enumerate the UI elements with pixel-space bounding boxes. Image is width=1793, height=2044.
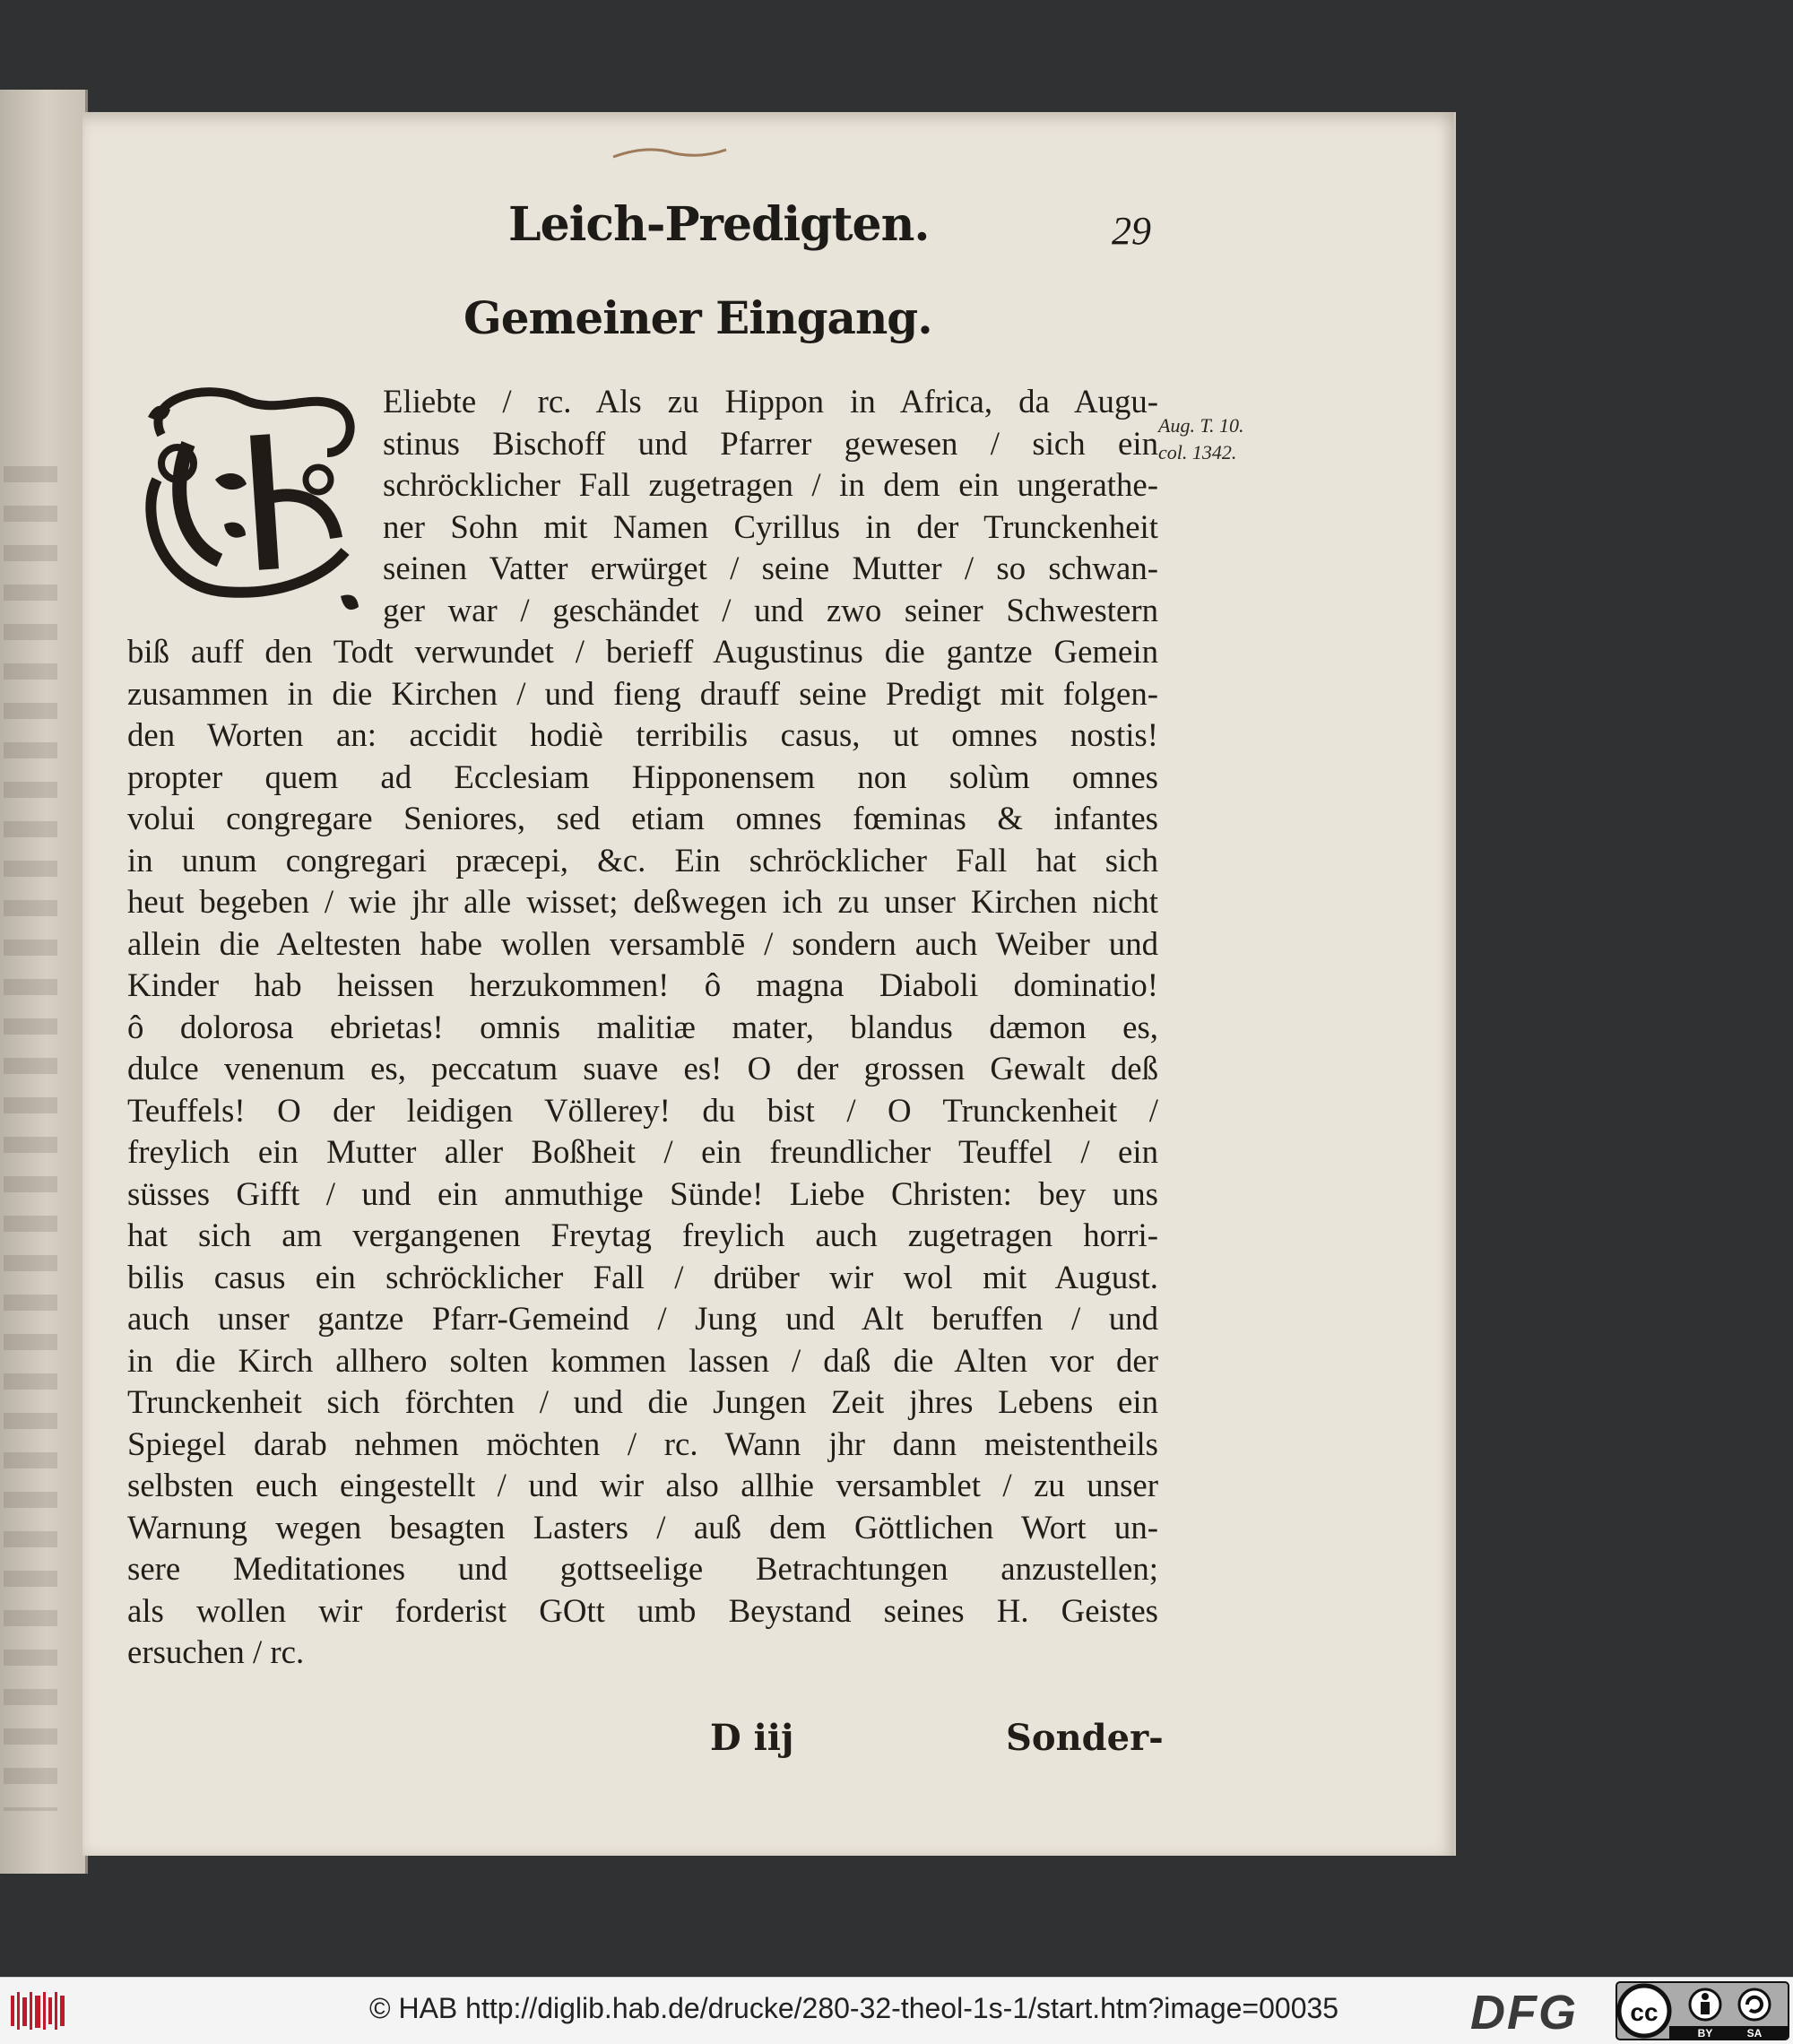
text-line: ô dolorosa ebrietas! omnis malitiæ mater, blandus dæmon es, <box>127 1008 1158 1045</box>
text-line: schröcklicher Fall zugetragen / in dem ein ungerathe- <box>383 466 1158 503</box>
text-line: ersuchen / rc. <box>127 1633 305 1670</box>
section-title: Gemeiner Eingang. <box>463 291 932 344</box>
hab-barcode-logo-icon[interactable] <box>9 1988 72 2033</box>
text-line: volui congregare Seniores, sed etiam omnes fœminas & infantes <box>127 800 1158 836</box>
text-line: propter quem ad Ecclesiam Hipponensem non solùm omnes <box>127 758 1158 795</box>
page-number: 29 <box>1112 209 1151 253</box>
text-line: Eliebte / rc. Als zu Hippon in Africa, da Augu- <box>383 383 1158 420</box>
dfg-logo[interactable]: DFG <box>1470 1986 1578 2040</box>
text-line: selbsten euch eingestellt / und wir also allhie versamblet / zu unser <box>127 1467 1158 1503</box>
running-head: Leich-Predigten. <box>508 197 930 252</box>
page-footer <box>82 1717 1454 1771</box>
text-line: Warnung wegen besagten Lasters / auß dem Göttlichen Wort un- <box>127 1508 1158 1546</box>
text-line: in die Kirch allhero solten kommen lassen / daß die Alten vor der <box>127 1341 1158 1379</box>
text-line: allein die Aeltesten habe wollen versamblē / sondern auch Weiber und <box>127 924 1158 962</box>
text-line: ner Sohn mit Namen Cyrillus in der Trunckenheit <box>383 507 1158 545</box>
viewer-footer-bar <box>0 1977 1793 2044</box>
svg-text:cc: cc <box>1630 1998 1659 2026</box>
text-line: heut begeben / wie jhr alle wisset; deßwegen ich zu unser Kirchen nicht <box>127 883 1158 920</box>
text-line: zusammen in die Kirchen / und fieng drauff seine Predigt mit folgen- <box>127 674 1158 712</box>
catchword: Sonder- <box>1006 1717 1164 1759</box>
text-line: Trunckenheit sich förchten / und die Jungen Zeit jhres Lebens ein <box>127 1383 1158 1420</box>
body-text <box>127 381 1158 1674</box>
text-line: süsses Gifft / und ein anmuthige Sünde! Liebe Christen: bey uns <box>127 1174 1158 1212</box>
text-line: sere Meditationes und gottseelige Betrachtungen anzustellen; <box>127 1550 1158 1587</box>
text-line: in unum congregari præcepi, &c. Ein schröcklicher Fall hat sich <box>127 841 1158 879</box>
cc-by-sa-license-icon[interactable] <box>1615 1981 1789 2040</box>
text-line: freylich ein Mutter aller Boßheit / ein freundlicher Teuffel / ein <box>127 1133 1158 1170</box>
text-line: dulce venenum es, peccatum suave es! O der grossen Gewalt deß <box>127 1050 1158 1087</box>
text-line: hat sich am vergangenen Freytag freylich auch zugetragen horri- <box>127 1217 1158 1253</box>
text-line: den Worten an: accidit hodiè terribilis casus, ut omnes nostis! <box>127 716 1158 753</box>
signature-mark: D iij <box>710 1717 794 1759</box>
copyright-link[interactable]: © HAB http://diglib.hab.de/drucke/280-32-theol-1s-1/start.htm?image=00035 <box>369 1992 1339 2024</box>
license-label-sa: SA <box>1746 2027 1763 2040</box>
bleed-through-text <box>4 466 57 1811</box>
margin-note-line: Aug. T. 10. <box>1158 414 1244 437</box>
text-line: als wollen wir forderist GOtt umb Beystand seines H. Geistes <box>127 1591 1158 1629</box>
license-label-by: BY <box>1697 2027 1713 2040</box>
text-line: ger war / geschändet / und zwo seiner Schwestern <box>383 591 1158 628</box>
text-line: stinus Bischoff und Pfarrer gewesen / sich ein <box>383 424 1158 462</box>
text-line: bilis casus ein schröcklicher Fall / drüber wir wol mit August. <box>127 1258 1158 1295</box>
text-line: Spiegel darab nehmen möchten / rc. Wann jhr dann meistentheils <box>127 1425 1158 1462</box>
left-page-edge <box>0 90 88 1874</box>
page-header <box>82 197 1454 269</box>
paper-stain <box>611 146 728 160</box>
book-page <box>82 112 1456 1856</box>
text-line: biß auff den Todt verwundet / berieff Augustinus die gantze Gemein <box>127 633 1158 670</box>
text-line: seinen Vatter erwürget / seine Mutter / so schwan- <box>383 550 1158 586</box>
text-line: Teuffels! O der leidigen Völlerey! du bist / O Trunckenheit / <box>127 1091 1158 1129</box>
text-line: auch unser gantze Pfarr-Gemeind / Jung und Alt beruffen / und <box>127 1300 1158 1337</box>
margin-note-line: col. 1342. <box>1158 441 1237 463</box>
margin-note <box>1158 412 1275 466</box>
text-line: Kinder hab heissen herzukommen! ô magna Diaboli dominatio! <box>127 966 1158 1003</box>
